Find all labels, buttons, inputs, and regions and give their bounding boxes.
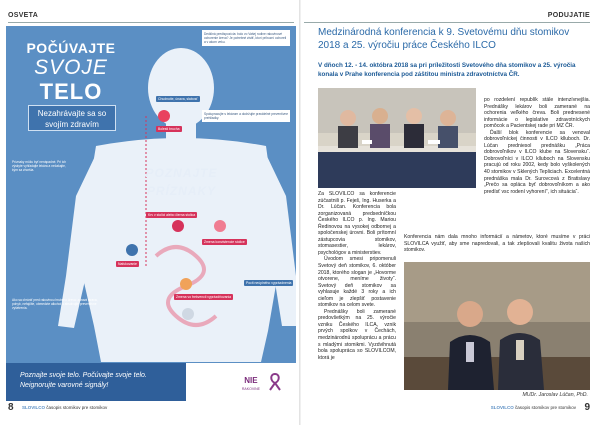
symptom-tag: Krv v stolici alebo čierna stolica (148, 213, 196, 217)
poster-title-line3: TELO (39, 79, 103, 104)
page-footer (22, 405, 107, 410)
photo-caption: MUDr. Jaroslav Lúčan, PhD. (522, 392, 588, 398)
portrait-photo-illustration (404, 262, 590, 390)
section-rule (8, 22, 294, 23)
article-headline: Medzinárodná konferencia k 9. Svetovému dňu stomikov 2018 a 25. výročiu práce Českého ILCO (318, 27, 570, 51)
poster-slogan-line2: Neignorujte varovné signály! (20, 382, 109, 389)
page-number: 9 (584, 402, 590, 413)
conference-photo-illustration (318, 88, 476, 188)
poster-big-title1: POZNAJTE (145, 166, 218, 180)
poster-callout-heredity: Dedičná predispozícia: bolo vo Vašej rodine rakovinové ochorenie čreva? Je potrebné zistiť, ktorí príbuzní ochoreli a v akom veku. (202, 30, 290, 46)
poster-title-line2: SVOJE (34, 56, 108, 79)
conference-panel-photo (318, 88, 476, 188)
poster-subtitle: Nezahrávajte sa so svojím zdravím (28, 105, 116, 131)
awareness-poster (6, 26, 296, 401)
poster-slogan-line1: Poznajte svoje telo. Počúvajte svoje telo. (20, 372, 147, 379)
poster-title-line1: POČÚVAJTE (26, 40, 116, 56)
logo-sub: RAKOVINE (241, 387, 260, 391)
paragraph: Prednášky boli zamerané predovšetkým na 25. výročie vzniku Českého ILCA, vznik prvých spolkov v Čechách, medzinárodnú spoluprácu a prácu s mladými stomikmi. Vyzdvihnutá bola spolupráca so SLOVILCOM, ktorá je (318, 308, 396, 361)
poster-callout-doctor: Spolupracujte s lekárom a dodržujte pravidelné preventívne prehliadky. (204, 112, 288, 120)
page-number: 8 (8, 402, 14, 413)
symptom-tag: Zmena konzistencie stolice (204, 240, 245, 244)
page-footer (491, 405, 576, 410)
footer-brand: SLOVILCO (22, 405, 46, 410)
blood-drop-icon (172, 220, 184, 232)
symptom-tag: Pocit neúplného vyprázdnenia (246, 281, 292, 285)
paragraph: Ďalší blok konferencie sa venoval dobrovoľníckej činnosti v ILCO klluboch. Dr. Lúčan predniesol prednášku „Práca dobrovoľníkov v ILCO klube na Slovensku“. Dobrovoľníci v ILCO klluboch na Slovensku pracujú od roku 2002, kedy bolo vyškolených 40 stomikov v Sklených Tepliciach. Excelentná prednáška mala Dr. Surovcová z Bratislavy „Prečo sa opláca byť dobrovoľníkom a ako predísť vsc rodení vyhorení”, ich situácia“. (484, 129, 590, 195)
section-label: PODUJATIE (547, 12, 590, 19)
poster-note-prevention: Ako sa chrániť pred rakovinou hrubého čreva: zdravá strava, pohyb, nefajčite, obmedzte alkohol a absolvujte preventívne vyšetrenia. (12, 298, 98, 310)
footer-brand: SLOVILCO (490, 405, 514, 410)
section-label: OSVETA (8, 12, 39, 19)
poster-note-symptoms: Príznaky môžu byť nenápadné. Pri ich výskyte vyhľadajte lekára a nečakajte, kým sa zhoršia. (12, 160, 66, 172)
stomach-icon (126, 244, 138, 256)
logo-main: NIE (244, 376, 258, 385)
paragraph: Konferencia nám dala mnoho informácií a námetov, ktoré musíme v práci SLOVILCA využiť, aby sme napredovali, a tak zlepšovali kvalitu života našich stomikov. (404, 234, 590, 254)
scale-icon (214, 220, 226, 232)
footer-text: časopis stomikov pre stomikov (46, 405, 108, 410)
intestine-icon (180, 278, 192, 290)
symptom-tag: Bolesti brucha (158, 127, 180, 131)
nie-rakovine-logo (242, 377, 260, 393)
symptom-tag: Nafukovanie (118, 262, 137, 266)
toilet-icon (182, 308, 194, 320)
symptom-tag: Chudnutie, únava, slabosť (158, 97, 198, 101)
paragraph: Úvodom smesi pripomenuli Svetový deň stomikov, 6. október 2018, ktorého slogan je „Hovorme otvorene, meníme životy“. Svetový deň stomikov sa vyhlasuje každé 3 roky a ich cieľom je zlepšiť postavenie stomikov na celom svete. (318, 256, 396, 309)
apple-icon (158, 110, 170, 122)
poster-big-title2: PRÍZNAKY (146, 184, 217, 198)
paragraph: Za SLOVILCO sa konferencie zúčastnili p. Feješ, Ing. Huserka a Dr. Lúčan. Konferencia bola zorganizovaná predsedníčkou Českého ILCO p. Ing. Mariou Ředinovou na vysokej odbornej a spoločenskej úrovni. Boli prítomní zástupcovia stomikov, stomasestier, lekárov, psychológov a ministerstiev. (318, 191, 396, 256)
article-lead: V dňoch 12. - 14. októbra 2018 sa pri príležitosti Svetového dňa stomikov a 25. výročia konala v Prahe konferencia pod záštitou ministra zdravotníctva ČR. (318, 62, 576, 78)
right-page (300, 0, 600, 425)
paragraph: po rozdelení republík stále intenzívnejšia. Prednášky lekárov boli zamerané na ochorenia veľkého čreva. Boli prednesené informácie o legislatíve zdravotníckych pomôcok a Pacientskej rade pri MZ ČR. (484, 97, 590, 130)
article-column-2b (404, 234, 590, 254)
article-column-1 (318, 191, 396, 361)
footer-text: časopis stomikov pre stomikov (514, 405, 576, 410)
section-rule (304, 22, 590, 23)
awareness-ribbon-icon (268, 373, 282, 391)
article-column-2a (484, 97, 590, 195)
symptom-tag: Zmena vo frekvencii vyprázdňovania (176, 295, 232, 299)
portrait-photo (404, 262, 590, 390)
